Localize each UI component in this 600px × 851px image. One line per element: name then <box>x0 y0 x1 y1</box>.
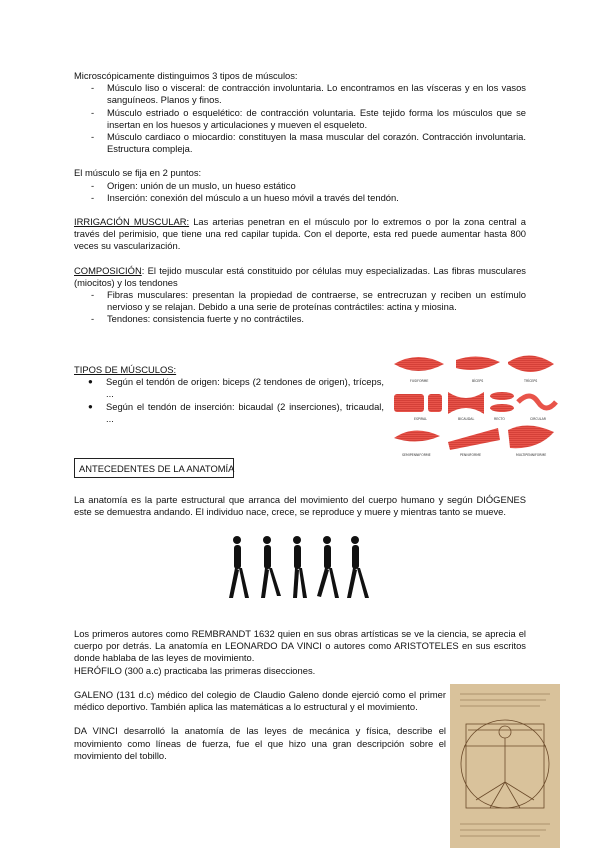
anatomy-history-heading: ANTECEDENTES DE LA ANATOMÍA <box>74 458 234 478</box>
list-item: - Músculo cardiaco o miocardio: constituyen la masa muscular del corazón. Contracción involuntaria. Estructura compleja. <box>74 131 526 155</box>
muscle-label: FUSIFORME <box>410 379 429 383</box>
anatomy-paragraph-5: DA VINCI desarrolló la anatomía de las leyes de mecánica y física, describe el movimiento como líneas de fuerza, fue el que hizo una gran descripción sobre el movimiento del tobillo. <box>74 725 446 761</box>
muscle-types-intro: Microscópicamente distinguimos 3 tipos de músculos: <box>74 70 298 81</box>
anatomy-paragraph-2: Los primeros autores como REMBRANDT 1632 quien en sus obras artísticas se ve la ciencia, se aprecia el cuerpo por detrás. La anatomía en LEONARDO DA VINCI o autores como ARISTOTELES en sus escritos donde hablaba de las leyes de movimiento. <box>74 628 526 664</box>
composition-paragraph <box>74 265 526 289</box>
list-item: - Inserción: conexión del músculo a un hueso móvil a través del tendón. <box>74 192 526 204</box>
fixation-intro: El músculo se fija en 2 puntos: <box>74 167 202 179</box>
muscle-kinds-section <box>74 364 384 425</box>
list-item: - Músculo liso o visceral: de contracción involuntaria. Lo encontramos en las vísceras y en los vasos sanguíneos. Planos y finos. <box>74 82 526 106</box>
anatomy-intro <box>74 494 526 518</box>
list-item: - Origen: unión de un muslo, un hueso estático <box>74 180 526 192</box>
vitruvian-man-figure <box>450 684 560 848</box>
muscle-label: BÍCEPS <box>472 379 484 383</box>
muscle-label: MULTIPENNIFORME <box>516 453 547 457</box>
fixation-list <box>74 180 526 204</box>
composition-list <box>74 289 526 326</box>
list-item: - Tendones: consistencia fuerte y no contráctiles. <box>74 313 526 325</box>
list-item: ● Según el tendón de inserción: bicaudal (2 inserciones), tricaudal, ... <box>74 401 384 425</box>
irrigation-heading: IRRIGACIÓN MUSCULAR: <box>74 216 190 228</box>
anatomy-authors <box>74 628 526 677</box>
muscle-types-list <box>74 82 526 155</box>
muscle-label: TRÍCEPS <box>524 379 538 383</box>
list-item: ● Según el tendón de origen: biceps (2 tendones de origen), tríceps, ... <box>74 376 384 400</box>
anatomy-paragraph-3: HERÓFILO (300 a.c) practicaba las primeras disecciones. <box>74 664 316 676</box>
muscle-label: PENNIFORME <box>460 453 481 457</box>
list-item: - Fibras musculares: presentan la propiedad de contraerse, se entrecruzan y reciben un estímulo nervioso y se relajan. Debido a una serie de proteínas contráctiles: actina y miosina. <box>74 289 526 313</box>
muscle-label: BICAUDAL <box>458 417 475 421</box>
muscle-label: ESPIRAL <box>414 417 427 421</box>
irrigation-text: Las arterias penetran en el músculo por lo extremos o por la zona central a través del perimisio, que tiene una red capilar tupida. Con el deporte, esta red puede aumentar hasta 800 veces su vascularización. <box>74 216 527 252</box>
composition-text: : El tejido muscular está constituido por células muy especializadas. Las fibras musculares (miocitos) y los tendones <box>74 264 526 288</box>
anatomy-paragraph-4: GALENO (131 d.c) médico del colegio de Claudio Galeno donde ejerció como el primer médico deportivo. También aplica las matemáticas a lo estructural y el movimiento. <box>74 689 446 713</box>
muscle-label: SEMIPENNIFORME <box>402 453 431 457</box>
muscle-label: RECTO <box>494 417 505 421</box>
list-item: - Músculo estriado o esquelético: de contracción voluntaria. Este tejido forma los músculos que se insertan en los huesos y articulaciones y mueven el esqueleto. <box>74 107 526 131</box>
anatomy-paragraph-1: La anatomía es la parte estructural que arranca del movimiento del cuerpo humano y según DIÓGENES este se demuestra andando. El individuo nace, crece, se reproduce y muere y mientras tanto se mueve. <box>74 494 526 518</box>
anatomy-galeno <box>74 689 446 762</box>
muscle-shapes-figure <box>388 350 560 462</box>
muscle-types-section <box>74 70 526 326</box>
muscle-kinds-list <box>74 376 384 425</box>
walking-figure <box>215 534 375 606</box>
irrigation-paragraph <box>74 216 526 253</box>
muscle-label: CIRCULAR <box>530 417 547 421</box>
muscle-kinds-heading: TIPOS DE MÚSCULOS: <box>74 364 177 375</box>
composition-heading: COMPOSICIÓN <box>74 264 142 276</box>
